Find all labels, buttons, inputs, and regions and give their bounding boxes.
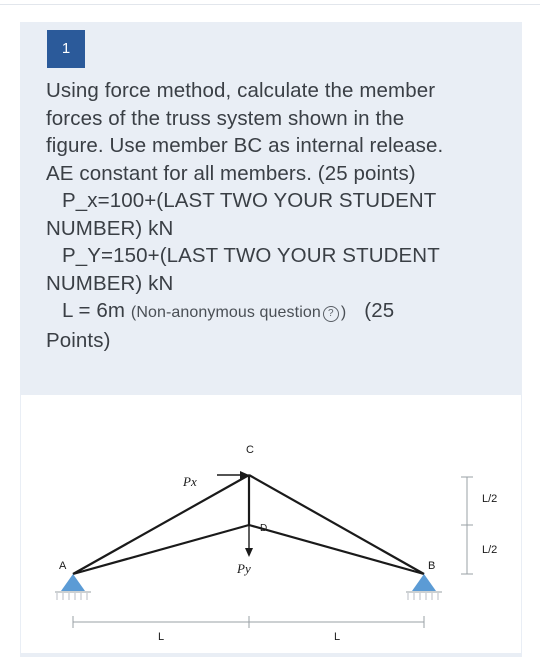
question-number-badge: 1 [47, 30, 85, 68]
question-line-2: forces of the truss system shown in the [46, 106, 405, 130]
horizontal-dimension [73, 616, 424, 628]
member-bc [249, 475, 424, 574]
node-a-label: A [59, 560, 67, 572]
anonymous-label: (Non-anonymous question [130, 304, 321, 321]
question-line-4: AE constant for all members. (25 points) [46, 161, 416, 185]
node-b-label: B [428, 560, 436, 572]
question-line-3: figure. Use member BC as internal release. [46, 134, 444, 157]
points-open: (25 [364, 299, 395, 322]
question-line-1: Using force method, calculate the member [46, 79, 436, 102]
dim-right-label: L [334, 631, 341, 643]
support-a [55, 574, 91, 600]
support-b [406, 574, 442, 600]
truss-members [73, 475, 424, 574]
dim-lower-label: L/2 [482, 544, 498, 556]
anonymous-close: ) [340, 304, 347, 321]
question-text [46, 77, 516, 354]
py-load-arrow [245, 525, 253, 557]
truss-figure [21, 395, 521, 653]
member-ac [73, 475, 249, 574]
py-definition: P_Y=150+(LAST TWO YOUR STUDENT [62, 244, 440, 267]
question-card [20, 22, 522, 657]
top-divider [0, 4, 540, 5]
node-c-label: C [246, 444, 254, 456]
py-label: Py [237, 561, 251, 576]
py-unit: NUMBER) kN [46, 271, 174, 295]
px-label: Px [183, 474, 197, 489]
member-ad [73, 525, 249, 574]
dim-upper-label: L/2 [482, 493, 498, 505]
length-value: L = 6m [62, 299, 126, 322]
member-bd [249, 525, 424, 574]
dim-left-label: L [158, 631, 165, 643]
px-definition: P_x=100+(LAST TWO YOUR STUDENT [62, 189, 437, 212]
length-line [46, 297, 516, 327]
points-close: Points) [46, 328, 111, 352]
vertical-dimension [461, 477, 473, 574]
px-unit: NUMBER) kN [46, 216, 174, 240]
truss-diagram [21, 395, 521, 653]
help-icon[interactable]: ? [323, 306, 339, 322]
node-d-label: D [260, 523, 268, 534]
